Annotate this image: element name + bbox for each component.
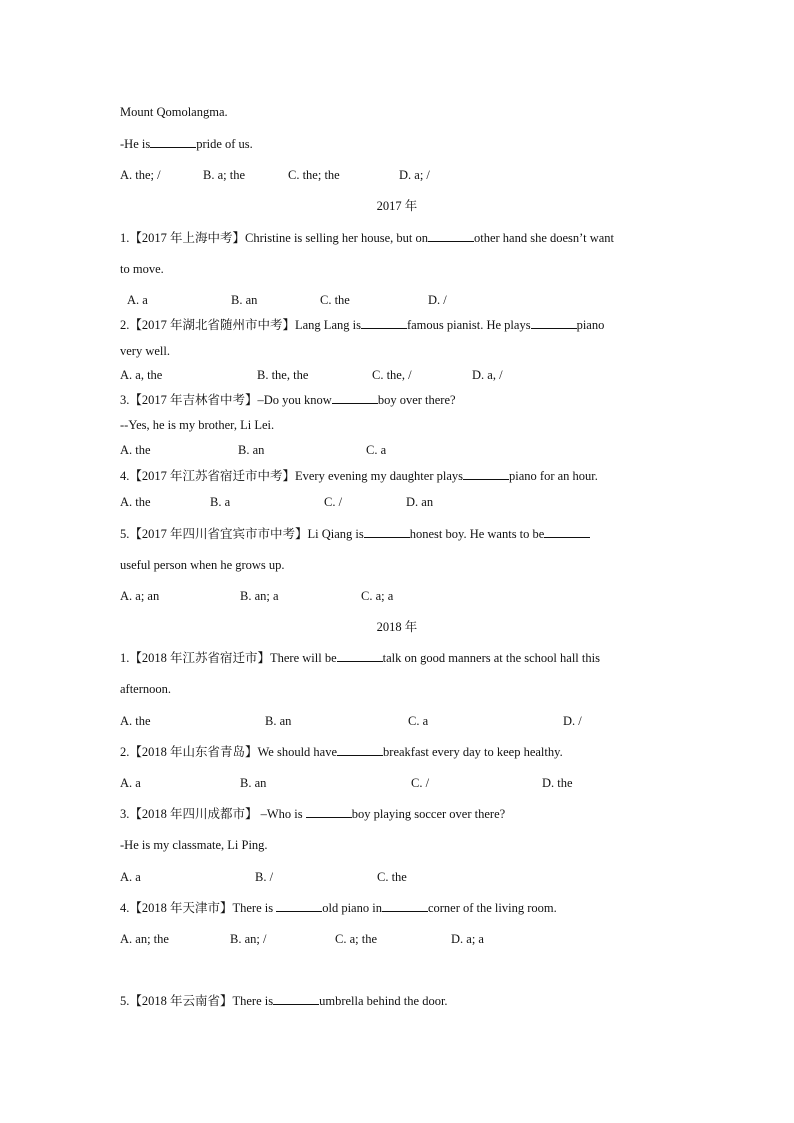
option-b: B. an [265,714,292,728]
text-fragment: pride of us. [196,137,253,151]
text-fragment: boy over there? [377,393,456,407]
text-fragment: boy playing soccer over there? [351,807,506,821]
option-b: B. an; a [240,589,279,603]
option-a: A. the; / [120,168,161,182]
answer-blank [428,231,474,242]
option-b: B. an [240,776,267,790]
answer-blank [463,469,509,480]
option-a: A. an; the [120,932,169,946]
option-c: C. a; a [361,589,394,603]
text-fragment: talk on good manners at the school hall this [382,651,600,665]
text-fragment: 1.【2017 年上海中考】Christine is selling her house, but on [120,231,428,245]
answer-blank [273,994,319,1005]
option-a: A. a, the [120,368,163,382]
option-c: C. the, / [372,368,412,382]
question-2017-2-cont: very well. [120,344,170,358]
text-fragment: piano [576,318,605,332]
answer-blank [150,137,196,148]
option-d: D. / [428,293,447,307]
option-d: D. / [563,714,582,728]
text-fragment: corner of the living room. [427,901,557,915]
text-fragment: 3.【2018 年四川成都市】 –Who is [120,807,306,821]
answer-blank [276,901,322,912]
question-2017-4 [120,468,598,484]
text-fragment: old piano in [322,901,382,915]
option-a: A. a [120,870,141,884]
question-2018-5 [120,993,448,1009]
option-c: C. the; the [288,168,340,182]
option-d: D. a; / [399,168,430,182]
intro-line-1: Mount Qomolangma. [120,105,228,119]
option-d: D. a, / [472,368,503,382]
option-d: D. a; a [451,932,484,946]
option-c: C. a [366,443,387,457]
text-fragment: 3.【2017 年吉林省中考】–Do you know [120,393,332,407]
question-2018-4 [120,900,557,916]
text-fragment: honest boy. He wants to be [409,527,545,541]
text-fragment: 4.【2017 年江苏省宿迁市中考】Every evening my daughter plays [120,469,464,483]
option-c: C. a [408,714,429,728]
question-2017-2 [120,317,604,333]
option-a: A. the [120,714,151,728]
option-c: C. / [411,776,430,790]
answer-blank [364,527,410,538]
answer-blank [337,651,383,662]
answer-blank [361,318,407,329]
text-fragment: umbrella behind the door. [319,994,448,1008]
option-b: B. / [255,870,274,884]
question-2017-3-cont: --Yes, he is my brother, Li Lei. [120,418,275,432]
text-fragment: 1.【2018 年江苏省宿迁市】There will be [120,651,337,665]
question-2017-3 [120,392,456,408]
option-c: C. / [324,495,343,509]
option-a: A. a [127,293,148,307]
option-c: C. the [377,870,407,884]
question-2018-1-cont: afternoon. [120,682,172,696]
question-2018-3 [120,806,505,822]
question-2017-1-cont: to move. [120,262,164,276]
answer-blank [306,807,352,818]
text-fragment: -He is [120,137,151,151]
text-fragment: famous pianist. He plays [406,318,531,332]
option-b: B. the, the [257,368,309,382]
answer-blank [332,393,378,404]
section-heading-2018: 2018 年 [376,620,418,634]
option-b: B. a; the [203,168,246,182]
option-d: D. the [542,776,573,790]
option-b: B. a [210,495,231,509]
option-d: D. an [406,495,434,509]
text-fragment: 5.【2017 年四川省宜宾市市中考】Li Qiang is [120,527,364,541]
question-2017-5 [120,526,590,542]
option-a: A. the [120,443,151,457]
text-fragment: other hand she doesn’t want [473,231,614,245]
option-a: A. a [120,776,141,790]
question-2017-5-cont: useful person when he grows up. [120,558,285,572]
answer-blank [531,318,577,329]
option-a: A. the [120,495,151,509]
question-2018-2 [120,744,563,760]
option-b: B. an [231,293,258,307]
option-c: C. a; the [335,932,378,946]
option-b: B. an; / [230,932,267,946]
answer-blank [382,901,428,912]
text-fragment: 4.【2018 年天津市】There is [120,901,277,915]
question-2018-3-cont: -He is my classmate, Li Ping. [120,838,268,852]
option-a: A. a; an [120,589,160,603]
text-fragment: piano for an hour. [509,469,598,483]
question-2018-1 [120,650,600,666]
text-fragment: 5.【2018 年云南省】There is [120,994,274,1008]
option-c: C. the [320,293,350,307]
text-fragment: 2.【2017 年湖北省随州市中考】Lang Lang is [120,318,361,332]
question-2017-1 [120,230,614,246]
answer-blank [544,527,590,538]
section-heading-2017: 2017 年 [376,199,418,213]
text-fragment: 2.【2018 年山东省青岛】We should have [120,745,338,759]
intro-line-2 [120,136,253,152]
answer-blank [337,745,383,756]
option-b: B. an [238,443,265,457]
text-fragment: breakfast every day to keep healthy. [383,745,563,759]
